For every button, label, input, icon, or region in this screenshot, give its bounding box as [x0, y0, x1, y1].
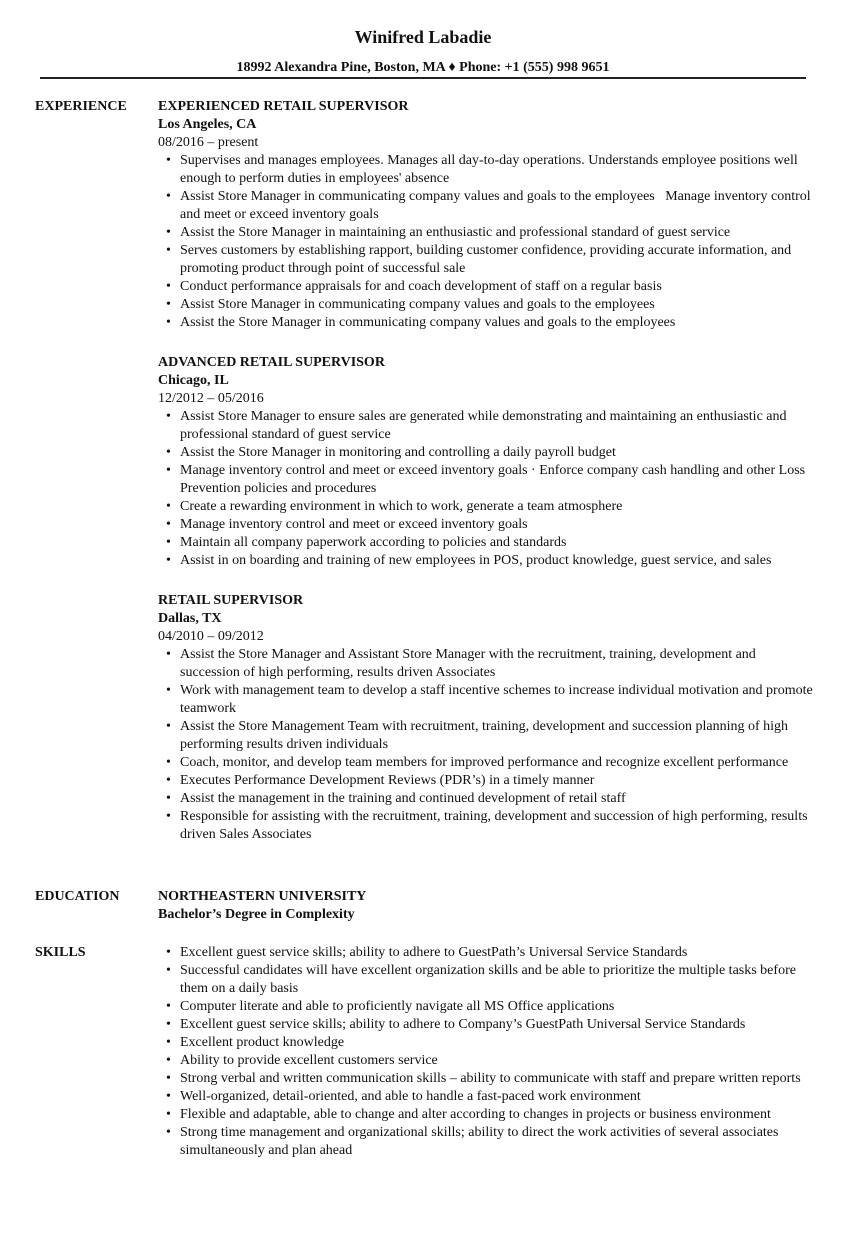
bullet-item: • Manage inventory control and meet or exceed inventory goals · Enforce company cash handling and other Loss Prevention policies and procedures	[158, 462, 818, 498]
job-bullets	[158, 646, 818, 844]
job-dates: 12/2012 – 05/2016	[158, 391, 264, 406]
section-label-skills: SKILLS	[35, 945, 86, 960]
bullet-item: • Manage inventory control and meet or exceed inventory goals	[158, 516, 818, 534]
skills-list	[158, 944, 818, 1160]
skill-item: • Successful candidates will have excellent organization skills and be able to prioritize the multiple tasks before them on a daily basis	[158, 962, 818, 998]
education-entry	[158, 888, 818, 924]
section-label-education: EDUCATION	[35, 889, 120, 904]
bullet-item: • Executes Performance Development Reviews (PDR’s) in a timely manner	[158, 772, 818, 790]
bullet-item: • Assist the management in the training and continued development of retail staff	[158, 790, 818, 808]
contact-line: 18992 Alexandra Pine, Boston, MA ♦ Phone: +1 (555) 998 9651	[236, 60, 610, 75]
job-location: Dallas, TX	[158, 611, 222, 626]
bullet-item: • Serves customers by establishing rapport, building customer confidence, providing accurate information, and promoting product through point of successful sale	[158, 242, 818, 278]
skill-item: • Excellent product knowledge	[158, 1034, 818, 1052]
skill-item: • Flexible and adaptable, able to change and alter according to changes in projects or business environment	[158, 1106, 818, 1124]
bullet-item: • Assist the Store Manager and Assistant Store Manager with the recruitment, training, development and succession of high performing, results driven Associates	[158, 646, 818, 682]
skill-item: • Excellent guest service skills; ability to adhere to Company’s GuestPath Universal Service Standards	[158, 1016, 818, 1034]
bullet-item: • Work with management team to develop a staff incentive schemes to increase individual motivation and promote teamwork	[158, 682, 818, 718]
skill-item: • Well-organized, detail-oriented, and able to handle a fast-paced work environment	[158, 1088, 818, 1106]
skill-item: • Strong verbal and written communication skills – ability to communicate with staff and prepare written reports	[158, 1070, 818, 1088]
job-dates: 08/2016 – present	[158, 135, 259, 150]
bullet-item: • Responsible for assisting with the recruitment, training, development and succession of high performing, results driven Sales Associates	[158, 808, 818, 844]
job-bullets	[158, 152, 818, 332]
bullet-item: • Coach, monitor, and develop team members for improved performance and recognize excellent performance	[158, 754, 818, 772]
skill-item: • Strong time management and organizational skills; ability to direct the work activities of several associates simultaneously and plan ahead	[158, 1124, 818, 1160]
job-location: Los Angeles, CA	[158, 117, 257, 132]
bullet-item: • Maintain all company paperwork according to policies and standards	[158, 534, 818, 552]
section-label-experience: EXPERIENCE	[35, 99, 127, 114]
candidate-name: Winifred Labadie	[354, 27, 492, 47]
bullet-item: • Assist the Store Manager in maintaining an enthusiastic and professional standard of guest service	[158, 224, 818, 242]
job-title: RETAIL SUPERVISOR	[158, 593, 304, 608]
job-entry	[158, 98, 818, 332]
bullet-item: • Conduct performance appraisals for and coach development of staff on a regular basis	[158, 278, 818, 296]
job-title: EXPERIENCED RETAIL SUPERVISOR	[158, 99, 409, 114]
bullet-item: • Supervises and manages employees. Manages all day-to-day operations. Understands employee positions well enough to perform duties in employees' absence	[158, 152, 818, 188]
job-entry	[158, 592, 818, 844]
bullet-item: • Create a rewarding environment in which to work, generate a team atmosphere	[158, 498, 818, 516]
bullet-item: • Assist the Store Manager in communicating company values and goals to the employees	[158, 314, 818, 332]
header-divider	[40, 77, 806, 79]
bullet-item: • Assist the Store Manager in monitoring and controlling a daily payroll budget	[158, 444, 818, 462]
job-bullets	[158, 408, 818, 570]
skill-item: • Excellent guest service skills; ability to adhere to GuestPath’s Universal Service Standards	[158, 944, 818, 962]
bullet-item: • Assist Store Manager to ensure sales are generated while demonstrating and maintaining an enthusiastic and professional standard of guest service	[158, 408, 818, 444]
skill-item: • Ability to provide excellent customers service	[158, 1052, 818, 1070]
skill-item: • Computer literate and able to proficiently navigate all MS Office applications	[158, 998, 818, 1016]
skills-bullets	[158, 944, 818, 1160]
job-title: ADVANCED RETAIL SUPERVISOR	[158, 355, 385, 370]
job-entry	[158, 354, 818, 570]
job-dates: 04/2010 – 09/2012	[158, 629, 264, 644]
job-location: Chicago, IL	[158, 373, 229, 388]
bullet-item: • Assist Store Manager in communicating company values and goals to the employees	[158, 296, 818, 314]
bullet-item: • Assist the Store Management Team with recruitment, training, development and succession planning of high performing results driven individuals	[158, 718, 818, 754]
school-name: NORTHEASTERN UNIVERSITY	[158, 889, 367, 904]
degree: Bachelor’s Degree in Complexity	[158, 907, 355, 922]
bullet-item: • Assist in on boarding and training of new employees in POS, product knowledge, guest service, and sales	[158, 552, 818, 570]
bullet-item: • Assist Store Manager in communicating company values and goals to the employees Manage inventory control and meet or exceed inventory goals	[158, 188, 818, 224]
